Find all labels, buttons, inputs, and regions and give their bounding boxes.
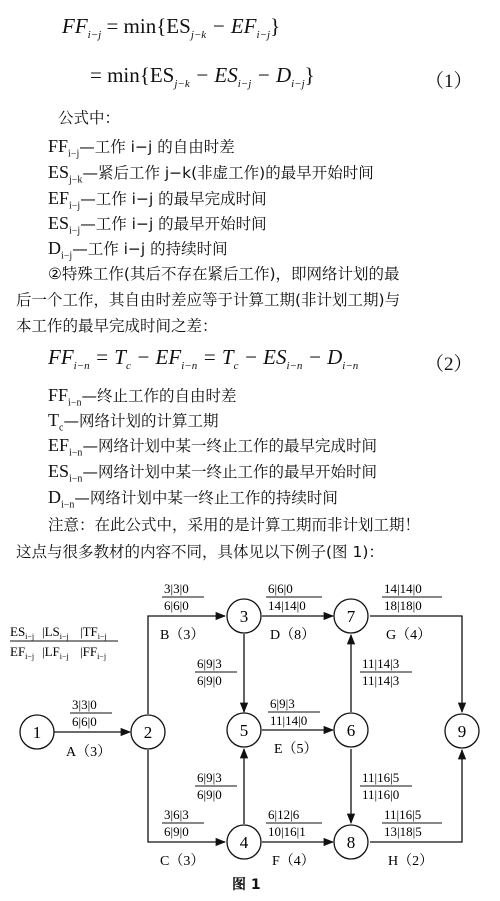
- activity-name-e: E（5）: [274, 742, 318, 757]
- label-g: [382, 581, 442, 643]
- legend-bottom-lf: $|LF_{i-j}$: [42, 644, 69, 661]
- svg-text:6|9|0: 6|9|0: [197, 787, 222, 802]
- svg-text:6|6|0: 6|6|0: [164, 598, 189, 613]
- svg-text:10|16|1: 10|16|1: [268, 824, 306, 839]
- definition-item: $ES_{i-j}—$工作 i−j 的最早开始时间: [48, 213, 267, 237]
- label-3-5: [195, 656, 237, 688]
- svg-text:3|3|0: 3|3|0: [72, 697, 97, 712]
- node-9: [445, 714, 479, 748]
- label-e: [268, 696, 320, 757]
- svg-text:6|9|3: 6|9|3: [270, 696, 295, 711]
- svg-text:6|6|0: 6|6|0: [268, 581, 293, 596]
- svg-text:11|14|3: 11|14|3: [362, 673, 400, 688]
- legend-top-tf: $|TF_{i-j}$: [80, 624, 107, 641]
- intro-text: 公式中：: [58, 109, 121, 127]
- figure-caption: 图 1: [232, 877, 261, 893]
- svg-text:6|9|3: 6|9|3: [197, 770, 222, 785]
- definition-item: $ES_{j-k}—$紧后工作 j−k(非虚工作)的最早开始时间: [48, 162, 374, 186]
- svg-text:13|18|5: 13|18|5: [384, 824, 422, 839]
- svg-text:3|6|3: 3|6|3: [164, 807, 189, 822]
- activity-name-b: B（3）: [160, 628, 205, 643]
- label-6-8: [360, 770, 412, 802]
- definition-item: $D_{i-n}—$网络计划中某一终止工作的持续时间: [48, 487, 338, 511]
- svg-text:11|14|0: 11|14|0: [270, 713, 308, 728]
- definition-item: $ES_{i-n}—$网络计划中某一终止工作的最早开始时间: [48, 461, 377, 485]
- definition-item: $FF_{i-j}—$工作 i−j 的自由时差: [48, 136, 235, 160]
- definition-item: $FF_{i-n}—$终止工作的自由时差: [48, 385, 237, 409]
- svg-text:14|14|0: 14|14|0: [268, 598, 306, 613]
- svg-text:9: 9: [457, 722, 467, 741]
- svg-text:6|12|6: 6|12|6: [268, 807, 300, 822]
- definition-item: $EF_{i-n}—$网络计划中某一终止工作的最早完成时间: [48, 435, 377, 459]
- paragraph-line: 后一个工作，其自由时差应等于计算工期(非计划工期)与: [16, 291, 401, 309]
- legend-bottom-ef: $EF_{i-j}$: [10, 644, 35, 661]
- network-diagram: [0, 572, 500, 892]
- formula-1-line-2: = $\min\{ES_{j-k} - ES_{i-j} - D_{i-j}\}$: [90, 63, 315, 91]
- formula-2: $FF_{i-n} = T_c - EF_{i-n} = T_c - ES_{i-n} - D_{i-n}$: [48, 345, 359, 373]
- svg-text:11|16|5: 11|16|5: [362, 770, 400, 785]
- svg-text:5: 5: [239, 721, 249, 740]
- activity-name-c: C（3）: [160, 854, 205, 869]
- svg-text:6|9|3: 6|9|3: [197, 656, 222, 671]
- node-7: [334, 599, 368, 633]
- svg-text:3: 3: [239, 607, 249, 626]
- label-d: [266, 581, 322, 643]
- label-4-5: [195, 770, 237, 802]
- node-5: [227, 713, 261, 747]
- svg-text:14|14|0: 14|14|0: [384, 581, 422, 596]
- svg-text:6|9|0: 6|9|0: [164, 824, 189, 839]
- svg-text:8: 8: [346, 833, 356, 852]
- legend-top-ls: $|LS_{i-j}$: [42, 624, 69, 641]
- svg-text:11|14|3: 11|14|3: [362, 656, 400, 671]
- definition-item: $T_c—$网络计划的计算工期: [48, 410, 219, 434]
- node-4: [227, 825, 261, 859]
- svg-text:1: 1: [32, 723, 42, 742]
- label-c: [160, 807, 204, 869]
- node-1: [20, 715, 54, 749]
- svg-text:11|16|5: 11|16|5: [384, 807, 422, 822]
- svg-text:6: 6: [346, 721, 356, 740]
- legend-bottom-ff: $|FF_{i-j}$: [80, 644, 107, 661]
- node-8: [334, 825, 368, 859]
- activity-name-h: H（2）: [388, 854, 434, 869]
- activity-name-a: A（3）: [66, 745, 112, 760]
- svg-text:18|18|0: 18|18|0: [384, 598, 422, 613]
- svg-text:11|16|0: 11|16|0: [362, 787, 400, 802]
- label-b: [160, 581, 204, 643]
- definition-item: $D_{i-j}—$工作 i−j 的持续时间: [48, 238, 228, 262]
- svg-text:2: 2: [143, 723, 153, 742]
- definition-item: $EF_{i-j}—$工作 i−j 的最早完成时间: [48, 188, 267, 212]
- activity-name-f: F（4）: [272, 854, 315, 869]
- node-2: [131, 715, 165, 749]
- equation-number-1: （1）: [425, 71, 473, 92]
- svg-text:6|6|0: 6|6|0: [72, 714, 97, 729]
- svg-text:4: 4: [239, 833, 249, 852]
- svg-text:3|3|0: 3|3|0: [164, 581, 189, 596]
- node-3: [227, 599, 261, 633]
- label-6-7: [360, 656, 412, 688]
- note-line: 这点与很多教材的内容不同，具体见以下例子(图 1)：: [16, 543, 384, 561]
- svg-text:7: 7: [346, 607, 356, 626]
- label-h: [382, 807, 442, 869]
- paragraph-line: ②特殊工作(其后不存在紧后工作)，即网络计划的最: [48, 265, 400, 283]
- activity-name-g: G（4）: [386, 628, 432, 643]
- paragraph-line: 本工作的最早完成时间之差：: [16, 317, 218, 335]
- legend: [10, 624, 118, 661]
- svg-text:6|9|0: 6|9|0: [197, 673, 222, 688]
- activity-name-d: D（8）: [270, 628, 316, 643]
- formula-1-line-1: $FF_{i-j} = \min\{ES_{j-k} - EF_{i-j}\}$: [62, 14, 281, 42]
- legend-top-es: $ES_{i-j}$: [10, 624, 35, 641]
- note-line: 注意：在此公式中，采用的是计算工期而非计划工期！: [48, 516, 421, 534]
- node-6: [334, 713, 368, 747]
- label-a: [66, 697, 112, 760]
- label-f: [266, 807, 322, 869]
- equation-number-2: （2）: [425, 354, 473, 375]
